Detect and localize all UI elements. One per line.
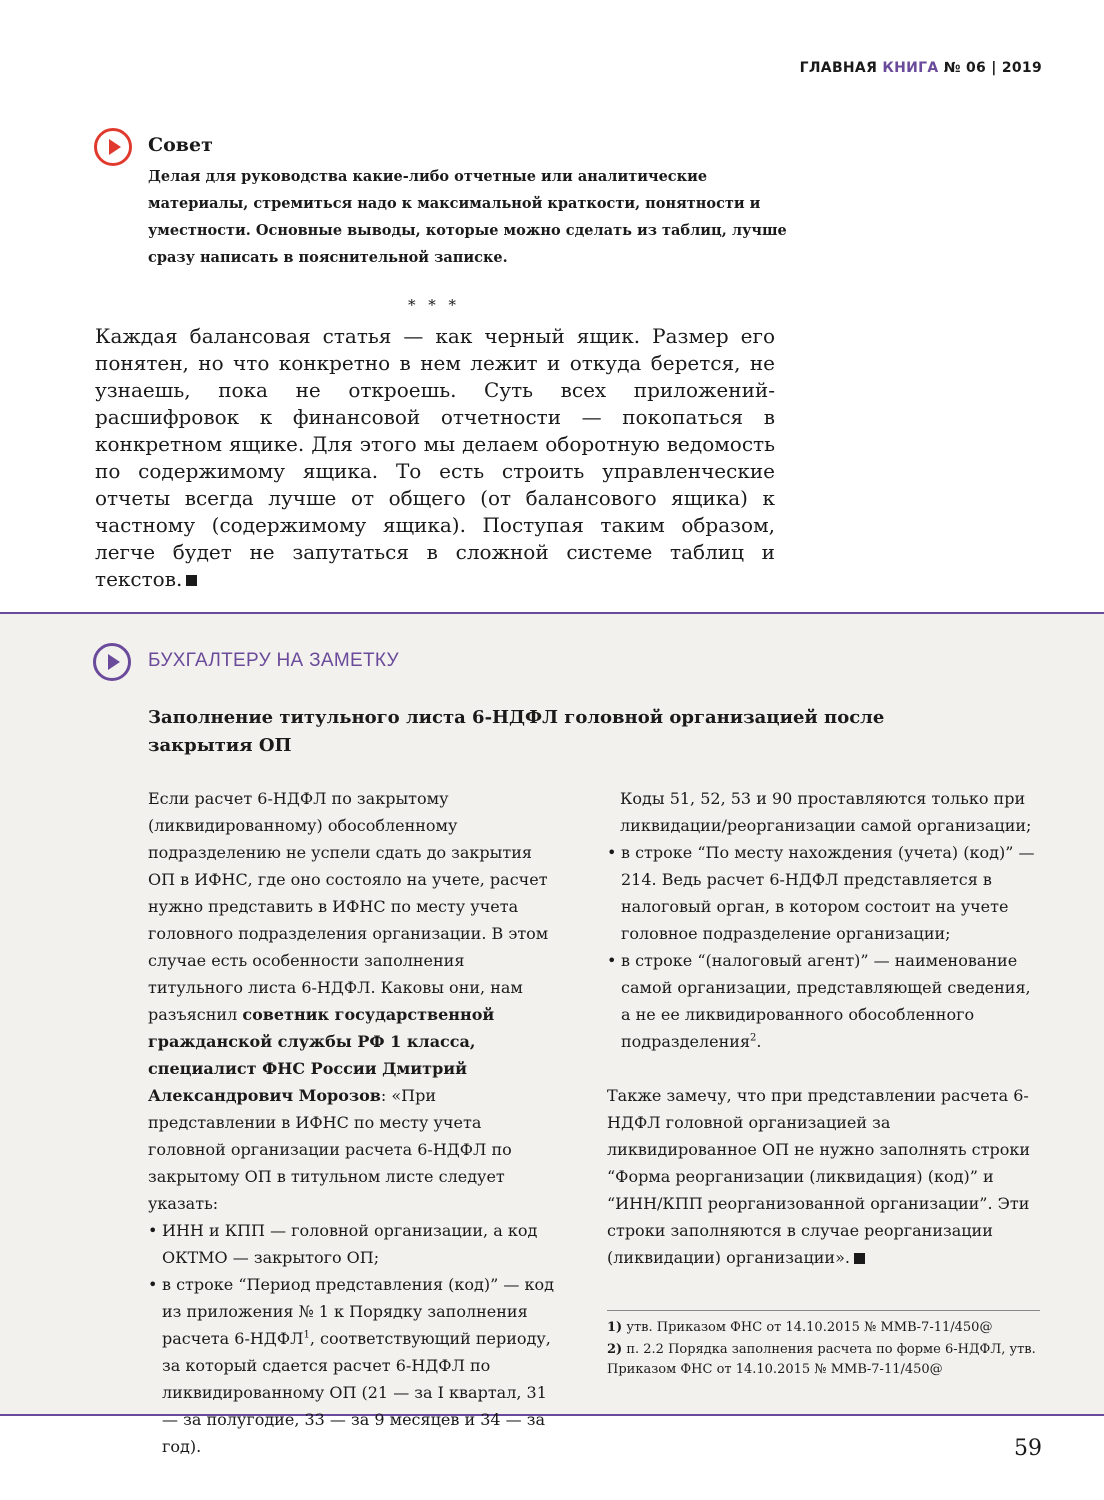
- body-paragraph: Каждая балансовая статья — как черный ящик. Размер его понятен, но что конкретно в нем лежит и откуда берется, не узнаешь, пока не откроешь. Суть всех приложений-расшифровок к финансовой отчетности — покопаться в конкретном ящике. Для этого мы делаем оборотную ведомость по содержимому ящика. То есть строить управленческие отчеты всегда лучше от общего (от балансового ящика) к частному (содержимому ящика). Поступая таким образом, легче будет не запутаться в сложной системе таблиц и текстов.: [95, 324, 775, 591]
- tip-text: Делая для руководства какие-либо отчетные или аналитические материалы, стремиться надо к максимальной краткости, понятности и уместности. Основные выводы, которые можно сделать из таблиц, лучше сразу написать в пояснительной записке.: [148, 168, 787, 266]
- list-item: • в строке “(налоговый агент)” — наименование самой организации, представляющей сведения, а не ее ликвидированного обособленного подразделения$^2$.: [607, 947, 1039, 1055]
- list-item-continuation: Коды 51, 52, 53 и 90 проставляются только при ликвидации/реорганизации самой организации;: [620, 789, 1032, 835]
- bullet-list: [148, 1217, 558, 1460]
- brand-main: ГЛАВНАЯ: [799, 60, 878, 76]
- note-title: Заполнение титульного листа 6-НДФЛ головной организацией после закрытия ОП: [148, 707, 885, 756]
- list-item: • ИНН и КПП — головной организации, а код ОКТМО — закрытого ОП;: [148, 1217, 558, 1271]
- note-intro: Если расчет 6-НДФЛ по закрытому (ликвидированному) обособленному подразделению не успели сдать до закрытия ОП в ИФНС, где оно состояло на учете, расчет нужно представить в ИФНС по месту учета головного подразделения организации. В этом случае есть особенности заполнения титульного листа 6-НДФЛ. Каковы они, нам разъяснил советник государственной гражданской службы РФ 1 класса, специалист ФНС России Дмитрий Александрович Морозов: «При представлении в ИФНС по месту учета головной организации расчета 6-НДФЛ по закрытому ОП в титульном листе следует указать:: [148, 789, 549, 1213]
- play-icon: [92, 642, 132, 682]
- section-separator: * * *: [407, 296, 461, 314]
- list-item: • в строке “Период представления (код)” — код из приложения № 1 к Порядку заполнения расчета 6-НДФЛ$^1$, соответствующий периоду, за который сдается расчет 6-НДФЛ по ликвидированному ОП (21 — за I квартал, 31 — за полугодие, 33 — за 9 месяцев и 34 — за год).: [148, 1271, 558, 1460]
- footnote: 2) п. 2.2 Порядка заполнения расчета по форме 6-НДФЛ, утв. Приказом ФНС от 14.10.2015 № ММВ-7-11/450@: [607, 1342, 1036, 1377]
- brand-accent: КНИГА: [882, 60, 939, 76]
- bullet-list: [607, 839, 1039, 1055]
- note-label: БУХГАЛТЕРУ НА ЗАМЕТКУ: [148, 650, 399, 671]
- closing-paragraph: Также замечу, что при представлении расчета 6-НДФЛ головной организацией за ликвидированное ОП не нужно заполнять строки “Форма реорганизации (ликвидация) (код)” и “ИНН/КПП реорганизованной организации”. Эти строки заполняются в случае реорганизации (ликвидации) организации».: [607, 1086, 1030, 1267]
- footnotes: [607, 1318, 1047, 1382]
- expert-name: советник государственной гражданской службы РФ 1 класса, специалист ФНС России Дмитрий Александрович Морозов: [148, 1005, 495, 1105]
- tip-title: Совет: [148, 134, 213, 156]
- play-icon: [93, 127, 133, 167]
- note-column-right: [607, 785, 1039, 1271]
- page-number: 59: [1014, 1436, 1042, 1461]
- end-mark: [854, 1253, 865, 1264]
- issue-number: № 06 | 2019: [943, 60, 1042, 76]
- running-header: [800, 60, 1042, 76]
- list-item: • в строке “По месту нахождения (учета) (код)” — 214. Ведь расчет 6-НДФЛ представляется в налоговый орган, в котором состоит на учете головное подразделение организации;: [607, 839, 1039, 947]
- note-column-left: [148, 785, 558, 1460]
- end-mark: [186, 575, 197, 586]
- footnote: 1) утв. Приказом ФНС от 14.10.2015 № ММВ-7-11/450@: [607, 1320, 993, 1335]
- footnote-divider: [607, 1310, 1040, 1311]
